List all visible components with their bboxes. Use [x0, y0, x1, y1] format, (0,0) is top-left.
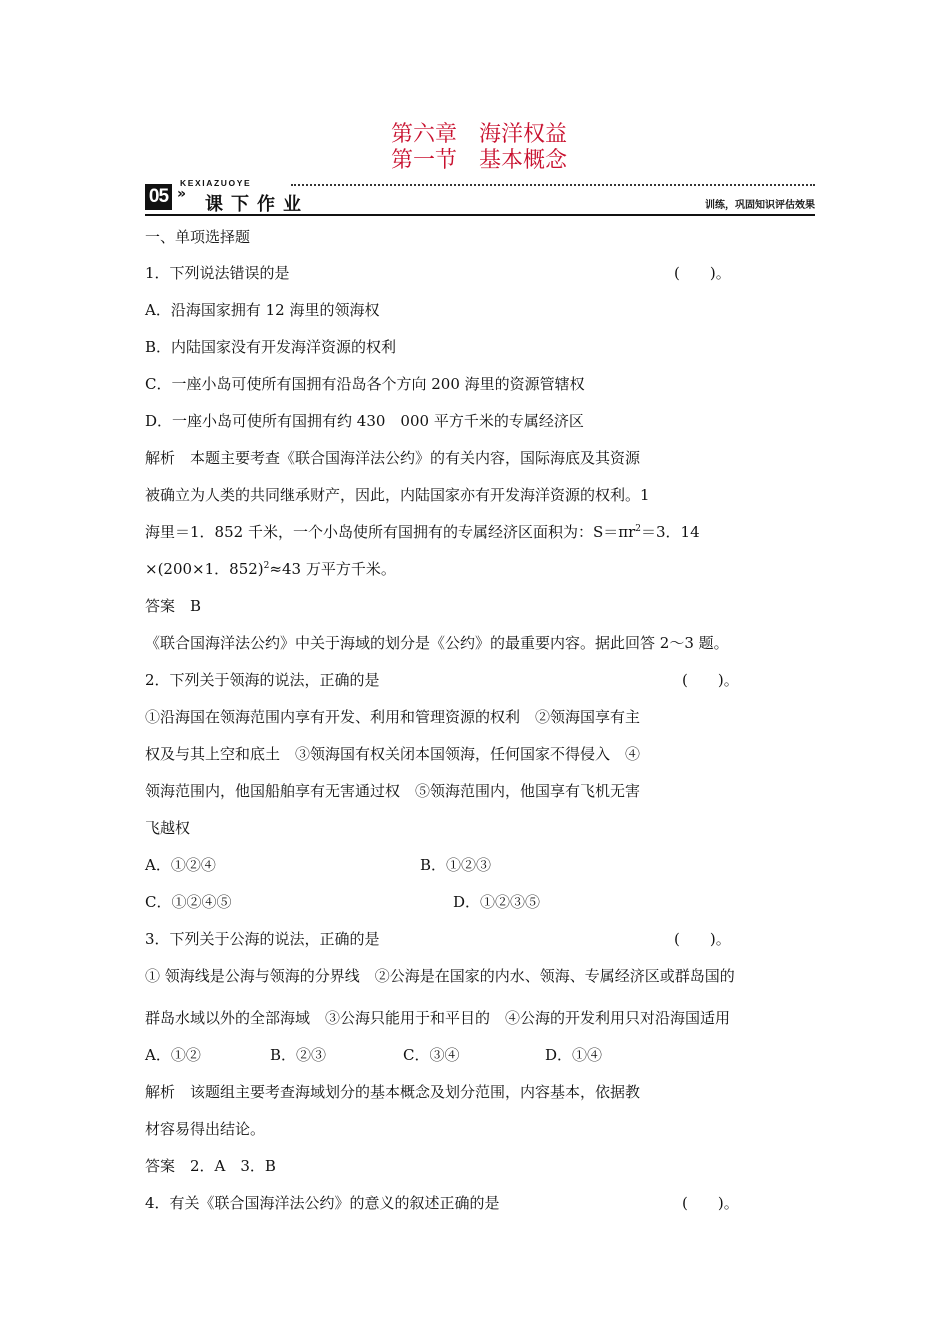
- q2-stem: 2．下列关于领海的说法，正确的是: [145, 671, 380, 689]
- q3-statement-line: 群岛水域以外的全部海域 ③公海只能用于和平目的 ④公海的开发利用只对沿海国适用: [145, 1009, 731, 1027]
- q2-option-c: C．①②④⑤: [145, 893, 232, 911]
- double-chevron-icon: »: [177, 186, 187, 202]
- q1-option-d: D．一座小岛可使所有国拥有约 430 000 平方千米的专属经济区: [145, 412, 584, 430]
- section-heading: 一、单项选择题: [145, 228, 251, 246]
- superscript: 2: [263, 561, 270, 571]
- q3-option-c: C．③④: [403, 1046, 460, 1064]
- q3-statement-line: ① 领海线是公海与领海的分界线 ②公海是在国家的内水、领海、专属经济区或群岛国的: [145, 967, 735, 985]
- q3-stem: 3．下列关于公海的说法，正确的是: [145, 930, 380, 948]
- q4-stem: 4．有关《联合国海洋法公约》的意义的叙述正确的是: [145, 1194, 500, 1212]
- q1-analysis-line: 解析 本题主要考查《联合国海洋法公约》的有关内容，国际海底及其资源: [145, 449, 641, 467]
- q2-option-b: B．①②③: [420, 856, 492, 874]
- q1-analysis-line: ×(200×1．852)$^2$≈43 万平方千米。: [145, 560, 396, 578]
- q3-option-b: B．②③: [270, 1046, 327, 1064]
- banner-title: 课下作业: [205, 194, 309, 215]
- q1-option-b: B．内陆国家没有开发海洋资源的权利: [145, 338, 397, 356]
- q2-option-d: D．①②③⑤: [453, 893, 541, 911]
- dotted-divider: [291, 184, 815, 186]
- banner-subtitle: 训练，巩固知识评估效果: [705, 200, 815, 211]
- homework-banner: [145, 176, 815, 216]
- q2-statement-line: 领海范围内，他国船舶享有无害通过权 ⑤领海范围内，他国享有飞机无害: [145, 782, 641, 800]
- q2-statement-line: ①沿海国在领海范围内享有开发、利用和管理资源的权利 ②领海国享有主: [145, 708, 641, 726]
- banner-rule: [145, 214, 815, 216]
- q1-answer: 答案 B: [145, 597, 202, 615]
- q3-analysis-line: 材容易得出结论。: [145, 1120, 266, 1138]
- q2-3-answer: 答案 2．A 3．B: [145, 1157, 276, 1175]
- q2-statement-line: 飞越权: [145, 819, 191, 837]
- q3-answer-blank: ( )。: [674, 930, 731, 948]
- q3-analysis-line: 解析 该题组主要考查海域划分的基本概念及划分范围，内容基本，依据教: [145, 1083, 641, 1101]
- q2-answer-blank: ( )。: [682, 671, 739, 689]
- banner-pinyin: KEXIAZUOYE: [180, 178, 252, 188]
- superscript: 2: [635, 524, 641, 534]
- q4-answer-blank: ( )。: [682, 1194, 739, 1212]
- q1-answer-blank: ( )。: [674, 264, 731, 282]
- q2-statement-line: 权及与其上空和底土 ③领海国有权关闭本国领海，任何国家不得侵入 ④: [145, 745, 641, 763]
- q1-stem: 1．下列说法错误的是: [145, 264, 290, 282]
- q1-option-a: A．沿海国家拥有 12 海里的领海权: [145, 301, 380, 319]
- q1-option-c: C．一座小岛可使所有国拥有沿岛各个方向 200 海里的资源管辖权: [145, 375, 585, 393]
- q3-option-d: D．①④: [545, 1046, 603, 1064]
- q1-analysis-line: 被确立为人类的共同继承财产，因此，内陆国家亦有开发海洋资源的权利。1: [145, 486, 650, 504]
- chapter-title: 第六章 海洋权益: [390, 122, 567, 147]
- section-title: 第一节 基本概念: [390, 148, 567, 173]
- q1-analysis-line: 海里＝1．852 千米，一个小岛使所有国拥有的专属经济区面积为：$S=\pi r^2=3$．14: [145, 523, 700, 541]
- q2-3-intro: 《联合国海洋法公约》中关于海域的划分是《公约》的最重要内容。据此回答 2～3 题。: [145, 634, 729, 652]
- q3-option-a: A．①②: [145, 1046, 201, 1064]
- section-number-badge: 05: [145, 184, 172, 210]
- q2-option-a: A．①②④: [145, 856, 216, 874]
